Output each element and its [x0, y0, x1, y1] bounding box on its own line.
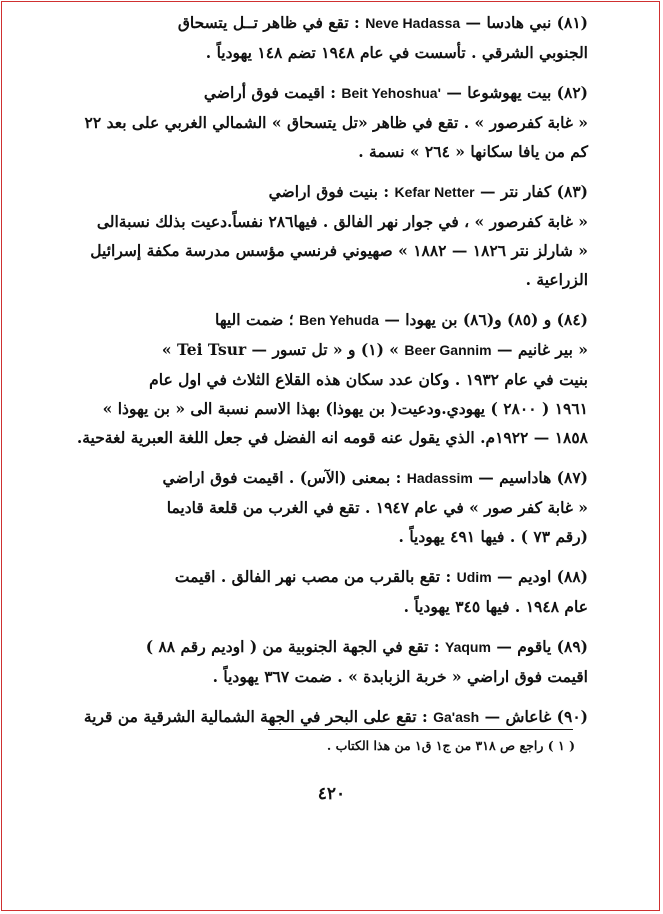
- arabic-text: (٨٩) ياقوم —: [496, 637, 588, 656]
- latin-name: Yaqum: [445, 639, 491, 655]
- text-line: [58, 8, 588, 38]
- arabic-text: (رقم ٧٣ ) . فيها ٤٩١ يهودياً .: [398, 527, 588, 546]
- text-line: [58, 305, 588, 335]
- settlement-entry: [58, 562, 588, 621]
- text-line: [58, 522, 588, 551]
- arabic-text: « شارلز نتر ١٨٢٦ — ١٨٨٢ » صهيوني فرنسي مؤسس مدرسة مكفة إسرائيل: [90, 241, 588, 260]
- text-line: [58, 335, 588, 365]
- arabic-text: : تقع على البحر في الجهة الشمالية الشرقية من قرية: [83, 707, 428, 726]
- text-line: [58, 463, 588, 493]
- arabic-text: » (١) و « تل تسور — Tei Tsur »: [161, 340, 399, 359]
- latin-name: Beit Yehoshua': [341, 85, 441, 101]
- text-line: [58, 592, 588, 621]
- footnote-divider: [268, 729, 573, 730]
- latin-name: Hadassim: [406, 470, 473, 486]
- settlement-entry: [58, 702, 588, 732]
- arabic-text: « غابة كفرصور » ، في جوار نهر الفالق . فيها٢٨٦ نفساً.دعيت بذلك نسبةالى: [96, 212, 588, 231]
- settlement-entry: [58, 632, 588, 691]
- text-line: [58, 207, 588, 236]
- arabic-text: « بير غانيم —: [496, 340, 588, 359]
- arabic-text: « غابة كفرصور » . تقع في ظاهر «تل يتسحاق » الشمالي الغربي على بعد ٢٢: [84, 113, 588, 132]
- text-line: [58, 177, 588, 207]
- arabic-text: : تقع في الجهة الجنوبية من ( اوديم رقم ٨٨ ): [145, 637, 440, 656]
- arabic-text: (٨٨) اوديم —: [497, 567, 588, 586]
- text-line: [58, 236, 588, 265]
- arabic-text: ١٩٦١ ( ٢٨٠٠ ) يهودي.ودعيت( بن يهوذا) بهذا الاسم نسبة الى « بن يهوذا »: [102, 399, 588, 418]
- arabic-text: بنيت في عام ١٩٣٢ . وكان عدد سكان هذه القلاع الثلاث في اول عام: [149, 370, 588, 389]
- arabic-text: الزراعية .: [525, 270, 588, 289]
- arabic-text: (٩٠) غاعاش —: [484, 707, 588, 726]
- arabic-text: كم من يافا سكانها « ٢٦٤ » نسمة .: [358, 142, 588, 161]
- text-line: [58, 662, 588, 691]
- footnote: ( ١ ) راجع ص ٣١٨ من ج١ ق١ من هذا الكتاب .: [326, 738, 575, 753]
- text-line: [58, 265, 588, 294]
- arabic-text: (٨٣) كفار نتر —: [480, 182, 588, 201]
- text-line: [58, 38, 588, 67]
- arabic-text: : تقع بالقرب من مصب نهر الفالق . اقيمت: [174, 567, 452, 586]
- text-line: [58, 423, 588, 452]
- arabic-text: ؛ ضمت اليها: [215, 310, 294, 329]
- page-number: ٤٢٠: [317, 784, 346, 804]
- settlement-entry: [58, 305, 588, 452]
- latin-name: Ga'ash: [433, 709, 480, 725]
- settlement-entry: [58, 177, 588, 294]
- settlement-entry: [58, 78, 588, 166]
- latin-name: Kefar Netter: [394, 184, 475, 200]
- text-line: [58, 493, 588, 522]
- latin-name: Ben Yehuda: [299, 312, 379, 328]
- document-body: [58, 8, 588, 743]
- text-line: [58, 108, 588, 137]
- settlement-entry: [58, 8, 588, 67]
- arabic-text: (٨١) نبي هادسا —: [465, 13, 588, 32]
- arabic-text: اقيمت فوق اراضي « خربة الزبابدة » . ضمت ٣٦٧ يهودياً .: [212, 667, 588, 686]
- text-line: [58, 632, 588, 662]
- text-line: [58, 562, 588, 592]
- arabic-text: : بمعنى (الآس) . اقيمت فوق اراضي: [162, 468, 402, 487]
- arabic-text: : بنيت فوق اراضي: [268, 182, 390, 201]
- latin-name: Neve Hadassa: [365, 15, 461, 31]
- text-line: [58, 394, 588, 423]
- arabic-text: (٨٧) هاداسيم —: [478, 468, 588, 487]
- latin-name: Udim: [456, 569, 492, 585]
- arabic-text: (٨٤) و (٨٥) و(٨٦) بن يهودا —: [384, 310, 588, 329]
- arabic-text: ١٨٥٨ — ١٩٢٢م. الذي يقول عنه قومه انه الفضل في جعل اللغة العبرية لغةحية.: [76, 428, 588, 447]
- arabic-text: : تقع في ظاهر تــل يتسحاق: [177, 13, 360, 32]
- text-line: [58, 78, 588, 108]
- arabic-text: الجنوبي الشرقي . تأسست في عام ١٩٤٨ تضم ١٤٨ يهودياً .: [205, 43, 588, 62]
- settlement-entry: [58, 463, 588, 551]
- text-line: [58, 702, 588, 732]
- arabic-text: عام ١٩٤٨ . فيها ٣٤٥ يهودياً .: [403, 597, 588, 616]
- text-line: [58, 365, 588, 394]
- text-line: [58, 137, 588, 166]
- latin-name: Beer Gannim: [404, 342, 492, 358]
- arabic-text: « غابة كفر صور » في عام ١٩٤٧ . تقع في الغرب من قلعة قاديما: [166, 498, 588, 517]
- arabic-text: : اقيمت فوق أراضي: [203, 83, 336, 102]
- arabic-text: (٨٢) بيت يهوشوعا —: [446, 83, 588, 102]
